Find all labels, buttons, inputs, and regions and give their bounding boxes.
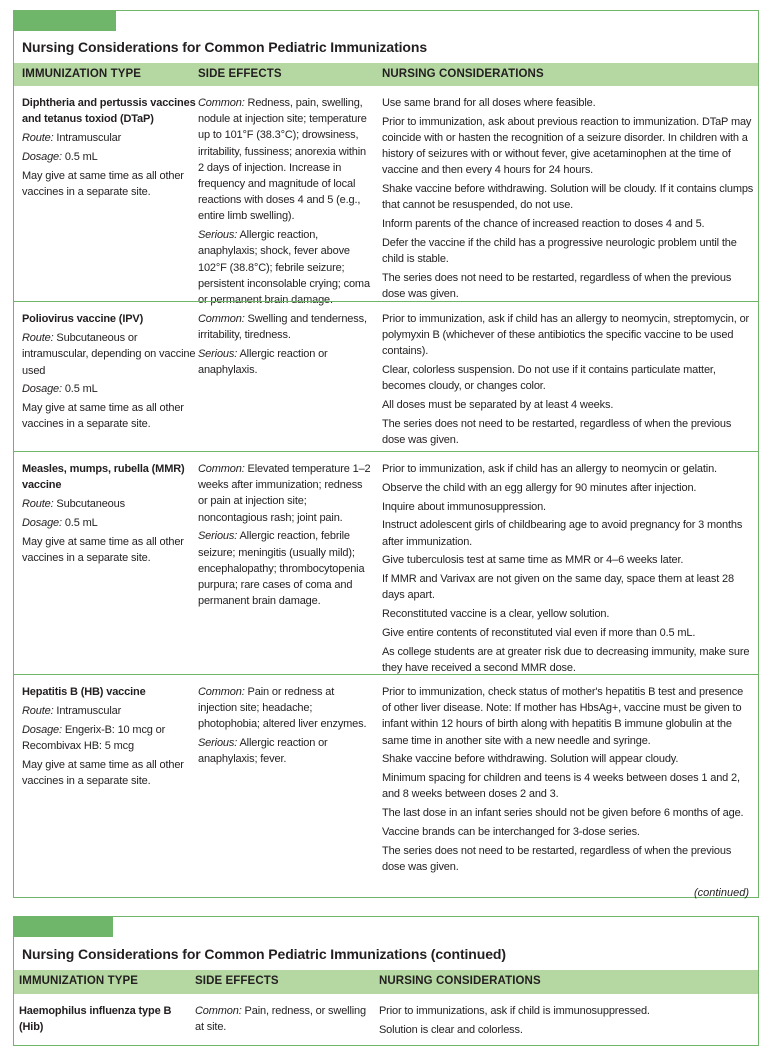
immunization-table-continued <box>13 916 759 1046</box>
table-header-row <box>14 63 758 86</box>
dosage-label: Dosage: <box>22 517 62 530</box>
consideration-item: Use same brand for all doses where feasible. <box>382 97 596 109</box>
common-label: Common: <box>198 686 245 698</box>
nursing-considerations-cell <box>382 95 754 305</box>
consideration-item: The last dose in an infant series should not be given before 6 months of age. <box>382 807 744 820</box>
table-title: Nursing Considerations for Common Pediatric Immunizations (continued) <box>22 946 506 962</box>
consideration-item: Solution is clear and colorless. <box>379 1023 523 1036</box>
consideration-item: If MMR and Varivax are not given on the same day, space them at least 28 days apart. <box>382 573 734 602</box>
route-value: Subcutaneous or intramuscular, depending on vaccine used <box>22 332 196 377</box>
vaccine-name: Hepatitis B (HB) vaccine <box>22 686 146 698</box>
nursing-considerations-cell <box>382 461 754 679</box>
consideration-item: Give entire contents of reconstituted vial even if more than 0.5 mL. <box>382 626 696 639</box>
consideration-item: Prior to immunization, ask about previous reaction to immunization. DTaP may coincide with or hasten the recognition of a seizure disorder. In children with a history of seizures with or without fever, give acetaminophen at the time of vaccine and then every 4 hours for 24 hours. <box>382 115 752 177</box>
column-header-immunization-type: IMMUNIZATION TYPE <box>19 975 139 987</box>
route-value: Intramuscular <box>56 705 122 718</box>
consideration-item: Observe the child with an egg allergy for 90 minutes after injection. <box>382 481 697 494</box>
dosage-label: Dosage: <box>22 151 62 164</box>
route-label: Route: <box>22 705 54 718</box>
consideration-item: Defer the vaccine if the child has a progressive neurologic problem until the child is stable. <box>382 237 737 266</box>
administration-note: May give at same time as all other vaccines in a separate site. <box>22 170 184 199</box>
consideration-item: Minimum spacing for children and teens is 4 weeks between doses 1 and 2, and 8 weeks between doses 2 and 3. <box>382 772 740 801</box>
consideration-item: Vaccine brands can be interchanged for 3-dose series. <box>382 826 640 838</box>
common-label: Common: <box>195 1005 242 1017</box>
immunization-type-cell <box>22 684 197 792</box>
column-header-nursing-considerations: NURSING CONSIDERATIONS <box>379 975 541 987</box>
side-effects-cell <box>198 461 372 612</box>
table-row-dtap <box>14 86 758 307</box>
vaccine-name: Measles, mumps, rubella (MMR) vaccine <box>22 463 185 492</box>
table-row-hepatitis-b <box>14 674 758 897</box>
route-value: Intramuscular <box>56 132 122 145</box>
common-side-effects: Elevated temperature 1–2 weeks after immunization; redness or pain at injection site; noncontagious rash; joint pain. <box>198 463 371 524</box>
serious-side-effects: Allergic reaction or anaphylaxis. <box>198 348 328 377</box>
dosage-value: 0.5 mL <box>64 151 98 164</box>
dosage-value: 0.5 mL <box>64 383 98 396</box>
common-side-effects: Pain or redness at injection site; headache; photophobia; altered liver enzymes. <box>198 686 367 731</box>
green-tab-marker <box>13 10 116 31</box>
consideration-item: Clear, colorless suspension. Do not use if it contains particulate matter, becomes cloudy, or changes color. <box>382 364 716 393</box>
common-label: Common: <box>198 313 245 325</box>
consideration-item: As college students are at greater risk due to decreasing immunity, make sure they have received a second MMR dose. <box>382 645 750 674</box>
consideration-item: The series does not need to be restarted, regardless of when the previous dose was given. <box>382 272 732 301</box>
column-header-side-effects: SIDE EFFECTS <box>195 975 279 987</box>
consideration-item: Give tuberculosis test at same time as MMR or 4–6 weeks later. <box>382 554 684 567</box>
side-effects-cell <box>198 311 372 381</box>
common-side-effects: Swelling and tenderness, irritability, tiredness. <box>198 313 367 342</box>
consideration-item: Shake vaccine before withdrawing. Solution will appear cloudy. <box>382 753 679 766</box>
administration-note: May give at same time as all other vaccines in a separate site. <box>22 402 184 431</box>
serious-side-effects: Allergic reaction or anaphylaxis; fever. <box>198 737 328 766</box>
serious-label: Serious: <box>198 737 238 750</box>
green-tab-marker <box>13 916 113 937</box>
consideration-item: Prior to immunizations, ask if child is immunosuppressed. <box>379 1005 650 1017</box>
table-row-ipv <box>14 301 758 451</box>
table-header-row <box>14 970 758 994</box>
consideration-item: The series does not need to be restarted, regardless of when the previous dose was given. <box>382 418 732 447</box>
column-header-immunization-type: IMMUNIZATION TYPE <box>22 68 142 80</box>
immunization-type-cell <box>22 95 197 203</box>
immunization-type-cell <box>19 1003 194 1038</box>
consideration-item: Inquire about immunosuppression. <box>382 500 546 513</box>
consideration-item: Prior to immunization, ask if child has an allergy to neomycin or gelatin. <box>382 463 717 475</box>
immunization-type-cell <box>22 311 197 435</box>
consideration-item: All doses must be separated by at least 4 weeks. <box>382 399 614 412</box>
serious-label: Serious: <box>198 348 238 360</box>
common-label: Common: <box>198 463 245 475</box>
serious-label: Serious: <box>198 229 238 242</box>
administration-note: May give at same time as all other vaccines in a separate site. <box>22 536 184 565</box>
consideration-item: Shake vaccine before withdrawing. Solution will be cloudy. If it contains clumps that cannot be resuspended, do not use. <box>382 183 754 212</box>
common-side-effects: Pain, redness, or swelling at site. <box>195 1005 366 1034</box>
side-effects-cell <box>195 1003 369 1038</box>
nursing-considerations-cell <box>382 684 754 878</box>
consideration-item: Reconstituted vaccine is a clear, yellow solution. <box>382 608 610 621</box>
dosage-value: Engerix-B: 10 mcg or Recombivax HB: 5 mcg <box>22 724 166 753</box>
side-effects-cell <box>198 684 372 770</box>
serious-side-effects: Allergic reaction, febrile seizure; meningitis (usually mild); encephalopathy; thrombocytopenia purpura; rare cases of coma and permanent brain damage. <box>198 530 365 608</box>
dosage-value: 0.5 mL <box>64 517 98 530</box>
administration-note: May give at same time as all other vaccines in a separate site. <box>22 759 184 788</box>
serious-side-effects: Allergic reaction, anaphylaxis; shock, fever above 102°F (38.8°C); febrile seizure; persistent inconsolable crying; coma or permanent brain damage. <box>198 229 370 307</box>
table-row-hib <box>14 994 758 1054</box>
nursing-considerations-cell <box>382 311 754 451</box>
vaccine-name: Haemophilus influenza type B (Hib) <box>19 1005 172 1034</box>
column-header-side-effects: SIDE EFFECTS <box>198 68 282 80</box>
column-header-nursing-considerations: NURSING CONSIDERATIONS <box>382 68 544 80</box>
table-title: Nursing Considerations for Common Pediatric Immunizations <box>22 39 428 55</box>
serious-label: Serious: <box>198 530 238 543</box>
consideration-item: Inform parents of the chance of increased reaction to doses 4 and 5. <box>382 218 705 231</box>
vaccine-name: Poliovirus vaccine (IPV) <box>22 313 144 325</box>
vaccine-name: Diphtheria and pertussis vaccines and tetanus toxiod (DTaP) <box>22 97 196 126</box>
table-row-mmr <box>14 451 758 674</box>
consideration-item: Prior to immunization, ask if child has an allergy to neomycin, streptomycin, or polymyxin B (whichever of these antibiotics the specific vaccine to be used contains). <box>382 313 750 358</box>
dosage-label: Dosage: <box>22 724 62 736</box>
consideration-item: The series does not need to be restarted, regardless of when the previous dose was given. <box>382 844 732 873</box>
nursing-considerations-cell <box>379 1003 751 1041</box>
dosage-label: Dosage: <box>22 383 62 396</box>
route-label: Route: <box>22 332 54 345</box>
consideration-item: Instruct adolescent girls of childbearing age to avoid pregnancy for 3 months after immunization. <box>382 519 743 548</box>
side-effects-cell <box>198 95 372 311</box>
common-label: Common: <box>198 97 245 109</box>
consideration-item: Prior to immunization, check status of mother's hepatitis B test and presence of other liver disease. Note: If mother has HbsAg+, vaccine must be given to infant within 12 hours of birth along with hepatitis B immune globulin at the same time in another site with a new needle and syringe. <box>382 686 744 747</box>
common-side-effects: Redness, pain, swelling, nodule at injection site; temperature up to 101°F (38.3°C); drowsiness, irritability, fussiness; anorexia within 2 days of injection. Increase in frequency and magnitude of local reactions with doses 4 and 5 (e.g., entire limb swelling). <box>198 97 367 223</box>
route-label: Route: <box>22 132 54 145</box>
route-value: Subcutaneous <box>56 498 125 511</box>
route-label: Route: <box>22 498 54 511</box>
immunization-table <box>13 10 759 898</box>
immunization-type-cell <box>22 461 197 569</box>
continued-note: (continued) <box>693 887 749 899</box>
